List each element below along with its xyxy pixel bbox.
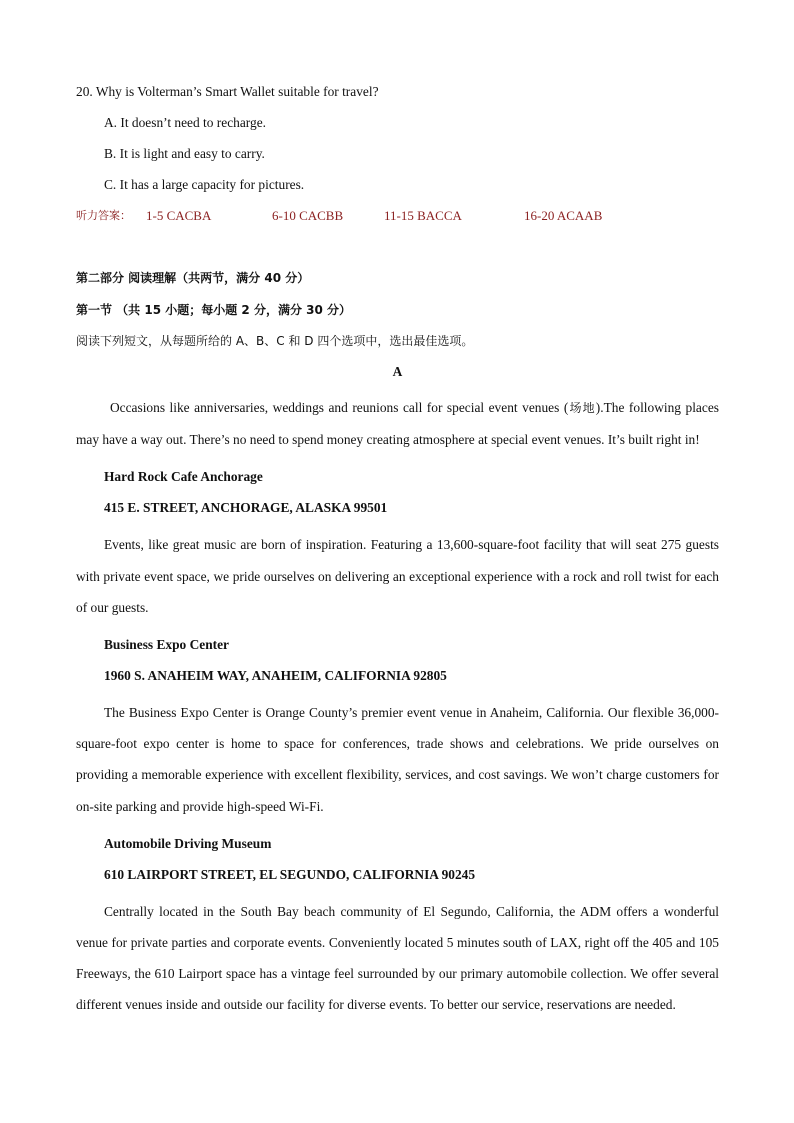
answer-group: 16-20 ACAAB bbox=[524, 208, 603, 223]
venue-address: 1960 S. ANAHEIM WAY, ANAHEIM, CALIFORNIA 92805 bbox=[104, 668, 447, 684]
answers-label: 听力答案： bbox=[76, 209, 131, 222]
section1-title: 第一节 （共 15 小题；每小题 2 分，满分 30 分） bbox=[76, 303, 351, 317]
venue-description: The Business Expo Center is Orange County’s premier event venue in Anaheim, California. Our flexible 36,000-square-foot expo center is home to space for conferences, trade shows and celebrations. We pride ourselves on providing a memorable experience with excellent flexibility, services, and cost savings. We won’t charge customers for on-site parking and provide high-speed Wi-Fi. bbox=[76, 705, 719, 814]
option-a: A. It doesn’t need to recharge. bbox=[104, 115, 266, 130]
venue-description: Centrally located in the South Bay beach community of El Segundo, California, the ADM offers a wonderful venue for private parties and corporate events. Conveniently located 5 minutes south of LAX, right off the 405 and 105 Freeways, the 610 Lairport space has a vintage feel surrounded by our primary automobile collection. We offer several different venues inside and outside our facility for diverse events. To better our service, reservations are needed. bbox=[76, 903, 719, 1013]
option-c: C. It has a large capacity for pictures. bbox=[104, 177, 305, 192]
venue-name: Hard Rock Cafe Anchorage bbox=[104, 469, 263, 485]
passage-intro: Occasions like anniversaries, weddings and reunions call for special event venues (场地).The following places may have a way out. There’s no need to spend money creating atmosphere at special event venues. It’s built right in! bbox=[76, 400, 719, 448]
question-stem: 20. Why is Volterman’s Smart Wallet suitable for travel? bbox=[76, 84, 379, 99]
part2-title: 第二部分 阅读理解（共两节，满分 40 分） bbox=[76, 271, 310, 285]
listening-answers bbox=[76, 206, 719, 225]
venue-description: Events, like great music are born of inspiration. Featuring a 13,600-square-foot facility that will seat 275 guests with private event space, we pride ourselves on delivering an exceptional experience with a rock and roll twist for each of our guests. bbox=[76, 537, 719, 615]
venue-address: 610 LAIRPORT STREET, EL SEGUNDO, CALIFORNIA 90245 bbox=[104, 866, 476, 882]
venue-name: Business Expo Center bbox=[104, 637, 229, 653]
instruction: 阅读下列短文，从每题所给的 A、B、C 和 D 四个选项中，选出最佳选项。 bbox=[76, 334, 474, 348]
option-b: B. It is light and easy to carry. bbox=[104, 146, 265, 161]
venue-name: Automobile Driving Museum bbox=[104, 835, 272, 851]
venue-address: 415 E. STREET, ANCHORAGE, ALASKA 99501 bbox=[104, 500, 388, 516]
exam-page bbox=[76, 82, 719, 1033]
passage-letter: A bbox=[392, 364, 403, 379]
answer-group: 11-15 BACCA bbox=[384, 208, 462, 223]
answer-group: 1-5 CACBA bbox=[146, 208, 212, 223]
answer-group: 6-10 CACBB bbox=[272, 208, 344, 223]
